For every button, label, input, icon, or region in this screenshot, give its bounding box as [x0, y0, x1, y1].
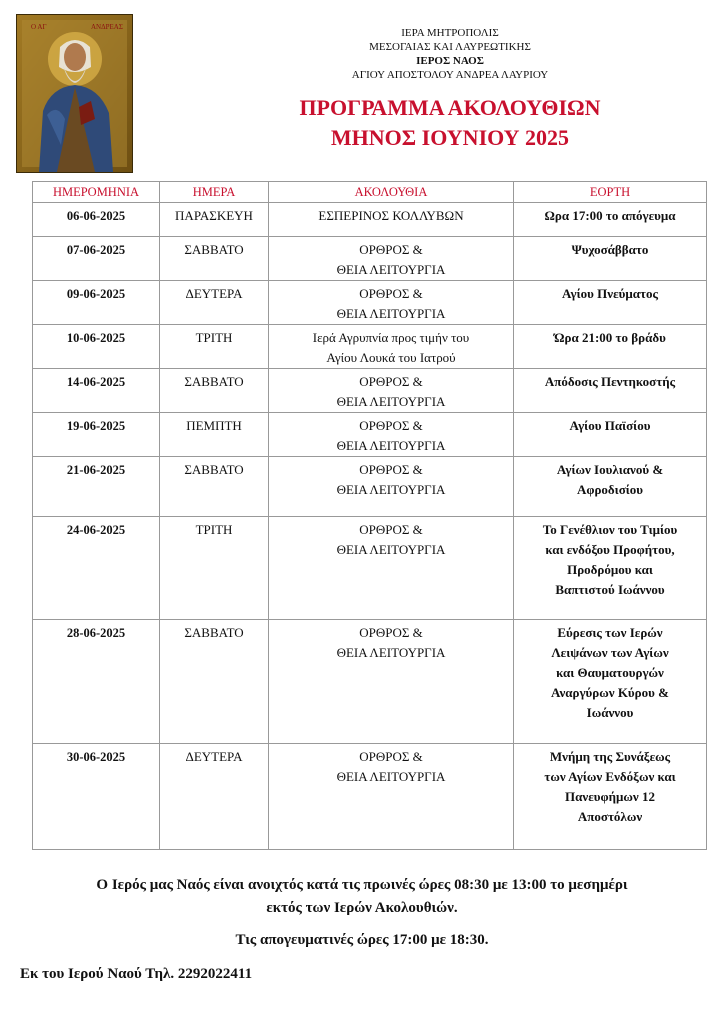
page-title: [170, 93, 724, 153]
row-service: [269, 325, 514, 369]
row-day: ΣΑΒΒΑΤΟ: [160, 620, 269, 744]
row-service: [269, 744, 514, 850]
feast-line: Αναργύρων Κύρου &: [551, 685, 669, 700]
row-day: ΤΡΙΤΗ: [160, 325, 269, 369]
row-service: [269, 457, 514, 517]
row-feast: [514, 744, 707, 850]
title-line-1: ΠΡΟΓΡΑΜΜΑ ΑΚΟΛΟΥΘΙΩΝ: [299, 95, 601, 120]
metropolis-header: [150, 26, 724, 82]
service-line: ΘΕΙΑ ΛΕΙΤΟΥΡΓΙΑ: [336, 438, 446, 453]
row-feast: [514, 413, 707, 457]
feast-line: Ωρα 17:00 το απόγευμα: [544, 208, 676, 223]
row-feast: [514, 203, 707, 237]
row-day: ΔΕΥΤΕΡΑ: [160, 744, 269, 850]
feast-line: Το Γενέθλιον του Τιμίου: [542, 522, 678, 537]
service-line: ΘΕΙΑ ΛΕΙΤΟΥΡΓΙΑ: [336, 394, 446, 409]
row-date: 10-06-2025: [33, 325, 160, 369]
row-day: ΣΑΒΒΑΤΟ: [160, 237, 269, 281]
row-service: [269, 203, 514, 237]
row-date: 14-06-2025: [33, 369, 160, 413]
feast-line: Αγίων Ιουλιανού &: [556, 462, 664, 477]
service-line: ΟΡΘΡΟΣ &: [359, 242, 423, 257]
feast-line: Ώρα 21:00 το βράδυ: [554, 330, 666, 345]
table-row: [33, 517, 707, 620]
row-service: [269, 369, 514, 413]
row-date: 09-06-2025: [33, 281, 160, 325]
footer-line-1: Ο Ιερός μας Ναός είναι ανοιχτός κατά τις πρωινές ώρες 08:30 με 13:00 το μεσημέρι: [96, 877, 628, 893]
header-day: ΗΜΕΡΑ: [160, 182, 269, 203]
header-line-2: ΜΕΣΟΓΑΙΑΣ ΚΑΙ ΛΑΥΡΕΩΤΙΚΗΣ: [369, 41, 531, 53]
row-day: ΔΕΥΤΕΡΑ: [160, 281, 269, 325]
row-feast: [514, 281, 707, 325]
feast-line: και ενδόξου Προφήτου,: [545, 542, 675, 557]
feast-line: Λειψάνων των Αγίων: [551, 645, 669, 660]
row-day: ΠΑΡΑΣΚΕΥΗ: [160, 203, 269, 237]
table-row: [33, 237, 707, 281]
row-feast: [514, 237, 707, 281]
row-feast: [514, 369, 707, 413]
feast-line: Αποστόλων: [577, 809, 643, 824]
opening-hours: [0, 874, 724, 920]
row-date: 06-06-2025: [33, 203, 160, 237]
service-line: ΘΕΙΑ ΛΕΙΤΟΥΡΓΙΑ: [336, 542, 446, 557]
service-line: ΟΡΘΡΟΣ &: [359, 374, 423, 389]
service-line: ΘΕΙΑ ΛΕΙΤΟΥΡΓΙΑ: [336, 482, 446, 497]
feast-line: Βαπτιστού Ιωάννου: [555, 582, 665, 597]
row-service: [269, 237, 514, 281]
header-feast: ΕΟΡΤΗ: [514, 182, 707, 203]
row-date: 21-06-2025: [33, 457, 160, 517]
afternoon-hours: Τις απογευματινές ώρες 17:00 με 18:30.: [235, 932, 489, 948]
feast-line: Αγίου Πνεύματος: [561, 286, 658, 301]
service-line: ΟΡΘΡΟΣ &: [359, 625, 423, 640]
feast-line: Μνήμη της Συνάξεως: [549, 749, 671, 764]
row-day: ΤΡΙΤΗ: [160, 517, 269, 620]
contact-phone: Εκ του Ιερού Ναού Τηλ. 2292022411: [20, 966, 253, 982]
icon-inscription-right: ΑΝΔΡΕΑΣ: [91, 23, 123, 31]
feast-line: Πανευφήμων 12: [565, 789, 655, 804]
row-date: 30-06-2025: [33, 744, 160, 850]
table-row: [33, 203, 707, 237]
table-row: [33, 744, 707, 850]
row-feast: [514, 620, 707, 744]
header-date: ΗΜΕΡΟΜΗΝΙΑ: [33, 182, 160, 203]
header-service: ΑΚΟΛΟΥΘΙΑ: [269, 182, 514, 203]
feast-line: Εύρεσις των Ιερών: [557, 625, 663, 640]
row-feast: [514, 457, 707, 517]
feast-line: Προδρόμου και: [567, 562, 653, 577]
feast-line: Απόδοσις Πεντηκοστής: [544, 374, 676, 389]
row-day: ΣΑΒΒΑΤΟ: [160, 369, 269, 413]
feast-line: Ψυχοσάββατο: [571, 242, 649, 257]
table-row: [33, 413, 707, 457]
feast-line: και Θαυματουργών: [556, 665, 664, 680]
table-row: [33, 369, 707, 413]
feast-line: Αφροδισίου: [576, 482, 644, 497]
saint-andrew-icon: [16, 14, 133, 173]
feast-line: Ιωάννου: [586, 705, 634, 720]
row-date: 19-06-2025: [33, 413, 160, 457]
service-line: ΘΕΙΑ ΛΕΙΤΟΥΡΓΙΑ: [336, 262, 446, 277]
service-line: ΘΕΙΑ ΛΕΙΤΟΥΡΓΙΑ: [336, 645, 446, 660]
row-date: 24-06-2025: [33, 517, 160, 620]
row-day: ΣΑΒΒΑΤΟ: [160, 457, 269, 517]
row-service: [269, 620, 514, 744]
schedule-body: [33, 203, 707, 850]
row-service: [269, 517, 514, 620]
header-line-4: ΑΓΙΟΥ ΑΠΟΣΤΟΛΟΥ ΑΝΔΡΕΑ ΛΑΥΡΙΟΥ: [351, 69, 549, 81]
row-date: 07-06-2025: [33, 237, 160, 281]
footer-line-2: εκτός των Ιερών Ακολουθιών.: [266, 900, 458, 916]
table-row: [33, 325, 707, 369]
service-line: ΟΡΘΡΟΣ &: [359, 462, 423, 477]
row-feast: [514, 517, 707, 620]
feast-line: Αγίου Παϊσίου: [569, 418, 651, 433]
icon-inscription-left: Ο ΑΓ: [31, 23, 47, 31]
service-line: ΟΡΘΡΟΣ &: [359, 286, 423, 301]
row-date: 28-06-2025: [33, 620, 160, 744]
row-service: [269, 413, 514, 457]
row-day: ΠΕΜΠΤΗ: [160, 413, 269, 457]
service-line: ΘΕΙΑ ΛΕΙΤΟΥΡΓΙΑ: [336, 769, 446, 784]
header-line-3: ΙΕΡΟΣ ΝΑΟΣ: [416, 55, 484, 67]
header-line-1: ΙΕΡΑ ΜΗΤΡΟΠΟΛΙΣ: [401, 27, 499, 39]
table-row: [33, 620, 707, 744]
table-header-row: [33, 182, 707, 203]
table-row: [33, 281, 707, 325]
title-line-2: ΜΗΝΟΣ ΙΟΥΝΙΟΥ 2025: [330, 125, 570, 150]
service-line: ΟΡΘΡΟΣ &: [359, 418, 423, 433]
service-line: ΘΕΙΑ ΛΕΙΤΟΥΡΓΙΑ: [336, 306, 446, 321]
table-row: [33, 457, 707, 517]
service-line: Αγίου Λουκά του Ιατρού: [326, 350, 456, 365]
service-line: Ιερά Αγρυπνία προς τιμήν του: [312, 330, 470, 345]
service-line: ΕΣΠΕΡΙΝΟΣ ΚΟΛΛΥΒΩΝ: [318, 208, 464, 223]
row-feast: [514, 325, 707, 369]
schedule-table: [32, 181, 707, 850]
feast-line: των Αγίων Ενδόξων και: [544, 769, 676, 784]
row-service: [269, 281, 514, 325]
service-line: ΟΡΘΡΟΣ &: [359, 522, 423, 537]
service-line: ΟΡΘΡΟΣ &: [359, 749, 423, 764]
